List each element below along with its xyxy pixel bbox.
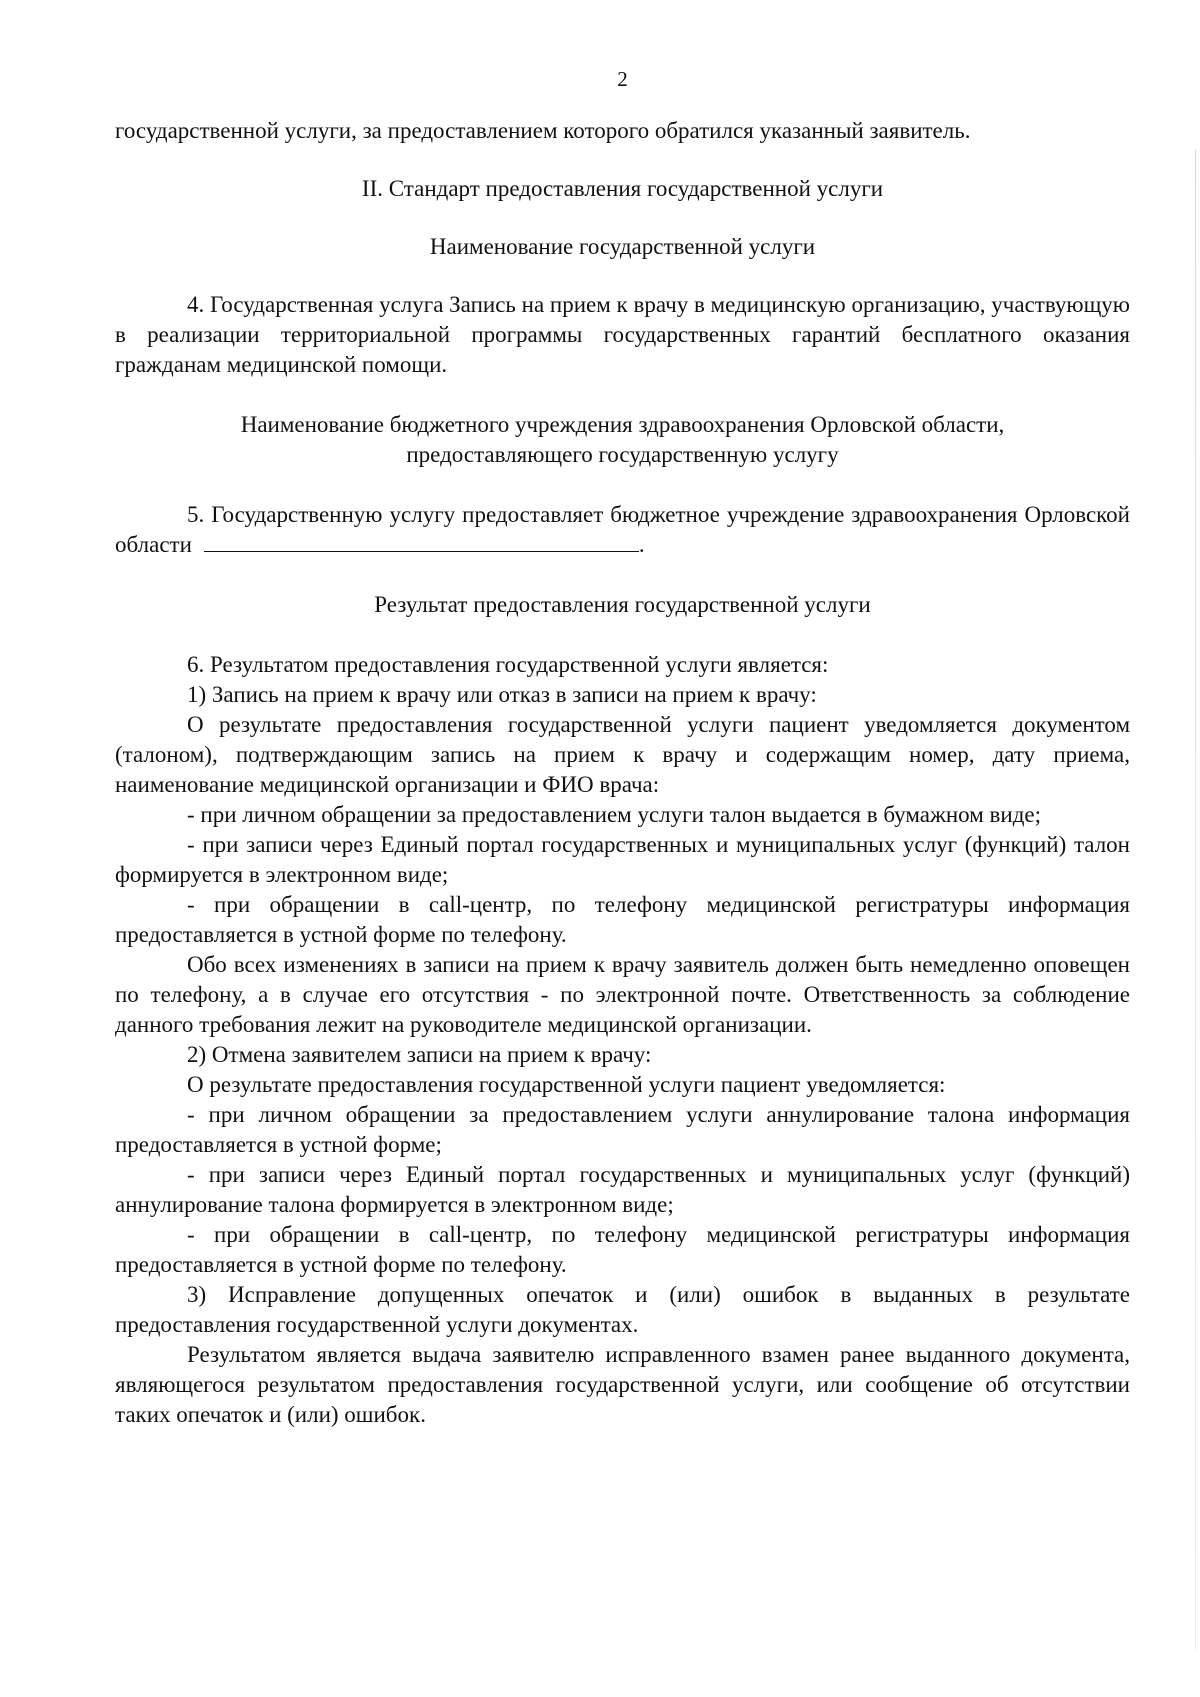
heading-institution-line-1: Наименование бюджетного учреждения здравоохранения Орловской области, <box>240 412 1005 437</box>
paragraph: О результате предоставления государственной услуги пациент уведомляется документом (талоном), подтверждающим запись на прием к врачу и содержащим номер, дату приема, наименование медицинской организации и ФИО врача: <box>115 712 1130 797</box>
heading-institution-line-2: предоставляющего государственную услугу <box>406 442 839 467</box>
paragraph: - при обращении в call-центр, по телефону медицинской регистратуры информация предоставляется в устной форме по телефону. <box>115 892 1130 947</box>
heading-result: Результат предоставления государственной услуги <box>374 592 871 617</box>
paragraph: Обо всех изменениях в записи на прием к врачу заявитель должен быть немедленно оповещен по телефону, а в случае его отсутствия - по электронной почте. Ответственность за соблюдение данного требования лежит на руководителе медицинской организации. <box>115 952 1130 1037</box>
heading-service-name: Наименование государственной услуги <box>429 234 816 259</box>
paragraph: 2) Отмена заявителем записи на прием к врачу: <box>187 1042 652 1067</box>
paragraph-5-end: . <box>638 532 645 557</box>
paragraph-5 <box>115 500 1130 560</box>
paragraph: О результате предоставления государственной услуги пациент уведомляется: <box>187 1072 946 1097</box>
page-number: 2 <box>617 67 628 91</box>
scan-edge-line <box>1195 150 1196 1650</box>
paragraph: - при записи через Единый портал государственных и муниципальных услуг (функций) талон формируется в электронном виде; <box>115 832 1130 887</box>
paragraph: - при обращении в call-центр, по телефону медицинской регистратуры информация предоставляется в устной форме по телефону. <box>115 1222 1130 1277</box>
result-paragraphs <box>115 650 1130 1430</box>
heading-institution <box>115 410 1130 470</box>
paragraph: - при личном обращении за предоставлением услуги талон выдается в бумажном виде; <box>187 802 1041 827</box>
blank-fill-line <box>204 533 639 552</box>
paragraph-4: 4. Государственная услуга Запись на прием к врачу в медицинскую организацию, участвующую в реализации территориальной программы государственных гарантий бесплатного оказания гражданам медицинской помощи. <box>115 292 1130 377</box>
paragraph: Результатом является выдача заявителю исправленного взамен ранее выданного документа, являющегося результатом предоставления государственной услуги, или сообщение об отсутствии таких опечаток и (или) ошибок. <box>115 1342 1130 1427</box>
paragraph: 3) Исправление допущенных опечаток и (или) ошибок в выданных в результате предоставления государственной услуги документах. <box>115 1282 1130 1337</box>
paragraph: - при личном обращении за предоставлением услуги аннулирование талона информация предоставляется в устной форме; <box>115 1102 1130 1157</box>
paragraph: 6. Результатом предоставления государственной услуги является: <box>187 652 829 677</box>
paragraph: 1) Запись на прием к врачу или отказ в записи на прием к врачу: <box>187 682 817 707</box>
document-body <box>115 116 1130 1430</box>
paragraph-5-text: 5. Государственную услугу предоставляет бюджетное учреждение здравоохранения Орловской области <box>115 502 1130 557</box>
section-title: II. Стандарт предоставления государственной услуги <box>361 176 884 201</box>
intro-line: государственной услуги, за предоставлением которого обратился указанный заявитель. <box>115 118 971 143</box>
paragraph: - при записи через Единый портал государственных и муниципальных услуг (функций) аннулирование талона формируется в электронном виде; <box>115 1162 1130 1217</box>
